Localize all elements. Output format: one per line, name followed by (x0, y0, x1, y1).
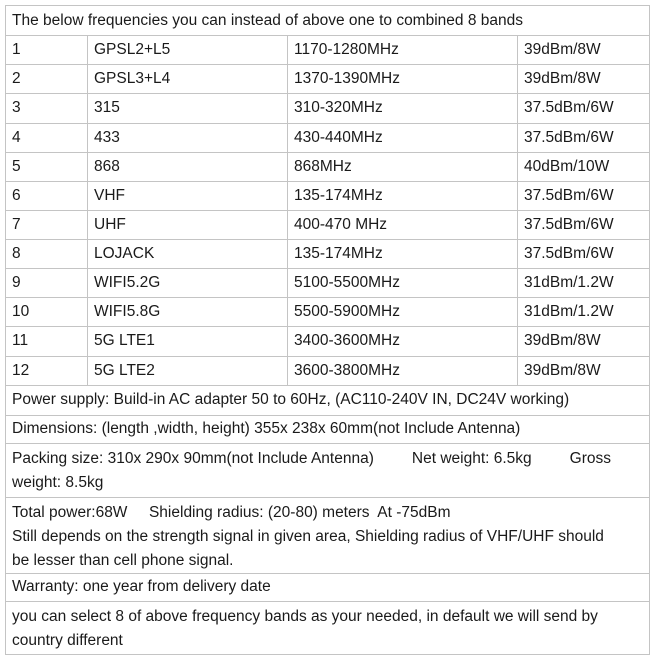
band-power: 31dBm/1.2W (518, 269, 650, 298)
band-name: 868 (88, 152, 288, 181)
band-number: 10 (6, 298, 88, 327)
total-power-line-2: Still depends on the strength signal in given area, Shielding radius of VHF/UHF should (12, 527, 604, 545)
band-frequency: 430-440MHz (288, 123, 518, 152)
band-power: 37.5dBm/6W (518, 94, 650, 123)
band-frequency: 1370-1390MHz (288, 65, 518, 94)
band-frequency: 400-470 MHz (288, 210, 518, 239)
table-row (6, 240, 650, 269)
total-power-line-1: Total power:68W Shielding radius: (20-80) meters At -75dBm (12, 503, 451, 521)
band-number: 12 (6, 356, 88, 385)
band-list (6, 36, 650, 386)
band-name: 433 (88, 123, 288, 152)
table-row (6, 327, 650, 356)
band-power: 39dBm/8W (518, 327, 650, 356)
band-number: 2 (6, 65, 88, 94)
band-number: 1 (6, 36, 88, 65)
band-name: UHF (88, 210, 288, 239)
dimensions-text: Dimensions: (length ,width, height) 355x 238x 60mm(not Include Antenna) (6, 415, 650, 443)
band-number: 8 (6, 240, 88, 269)
band-name: GPSL3+L4 (88, 65, 288, 94)
gross-label: Gross (569, 449, 611, 467)
band-frequency: 1170-1280MHz (288, 36, 518, 65)
band-frequency: 3600-3800MHz (288, 356, 518, 385)
band-number: 4 (6, 123, 88, 152)
band-frequency: 868MHz (288, 152, 518, 181)
power-supply-text: Power supply: Build-in AC adapter 50 to 60Hz, (AC110-240V IN, DC24V working) (6, 385, 650, 415)
packing-line-1 (12, 447, 649, 471)
total-power-row (6, 497, 650, 573)
spec-table (5, 5, 650, 655)
band-power: 40dBm/10W (518, 152, 650, 181)
footer-line-1: you can select 8 of above frequency bands as your needed, in default we will send by (12, 607, 598, 625)
header-row (6, 6, 650, 36)
table-row (6, 298, 650, 327)
table-row (6, 181, 650, 210)
warranty-row (6, 573, 650, 601)
band-power: 37.5dBm/6W (518, 210, 650, 239)
band-number: 5 (6, 152, 88, 181)
band-power: 37.5dBm/6W (518, 181, 650, 210)
table-row (6, 123, 650, 152)
footer-row (6, 601, 650, 654)
warranty-text: Warranty: one year from delivery date (6, 573, 650, 601)
band-name: 5G LTE1 (88, 327, 288, 356)
table-row (6, 356, 650, 385)
total-power-cell (6, 497, 650, 573)
packing-row (6, 443, 650, 497)
band-number: 6 (6, 181, 88, 210)
header-text: The below frequencies you can instead of above one to combined 8 bands (6, 6, 650, 36)
table-row (6, 94, 650, 123)
band-frequency: 135-174MHz (288, 181, 518, 210)
band-number: 3 (6, 94, 88, 123)
gross-weight: weight: 8.5kg (12, 473, 104, 491)
table-row (6, 269, 650, 298)
band-name: WIFI5.2G (88, 269, 288, 298)
band-name: VHF (88, 181, 288, 210)
packing-cell (6, 443, 650, 497)
table-row (6, 36, 650, 65)
band-frequency: 5500-5900MHz (288, 298, 518, 327)
band-name: WIFI5.8G (88, 298, 288, 327)
band-name: LOJACK (88, 240, 288, 269)
band-frequency: 310-320MHz (288, 94, 518, 123)
band-number: 9 (6, 269, 88, 298)
band-name: GPSL2+L5 (88, 36, 288, 65)
band-power: 39dBm/8W (518, 65, 650, 94)
band-name: 315 (88, 94, 288, 123)
band-frequency: 5100-5500MHz (288, 269, 518, 298)
band-name: 5G LTE2 (88, 356, 288, 385)
band-power: 37.5dBm/6W (518, 123, 650, 152)
band-power: 39dBm/8W (518, 356, 650, 385)
band-frequency: 3400-3600MHz (288, 327, 518, 356)
table-row (6, 65, 650, 94)
power-supply-row (6, 385, 650, 415)
dimensions-row (6, 415, 650, 443)
band-number: 7 (6, 210, 88, 239)
table-row (6, 210, 650, 239)
table-row (6, 152, 650, 181)
packing-size: Packing size: 310x 290x 90mm(not Include Antenna) (12, 449, 374, 467)
band-power: 31dBm/1.2W (518, 298, 650, 327)
band-power: 39dBm/8W (518, 36, 650, 65)
footer-line-2: country different (12, 631, 123, 649)
footer-cell (6, 601, 650, 654)
band-power: 37.5dBm/6W (518, 240, 650, 269)
total-power-line-3: be lesser than cell phone signal. (12, 551, 234, 569)
band-frequency: 135-174MHz (288, 240, 518, 269)
net-weight: Net weight: 6.5kg (411, 449, 532, 467)
band-number: 11 (6, 327, 88, 356)
